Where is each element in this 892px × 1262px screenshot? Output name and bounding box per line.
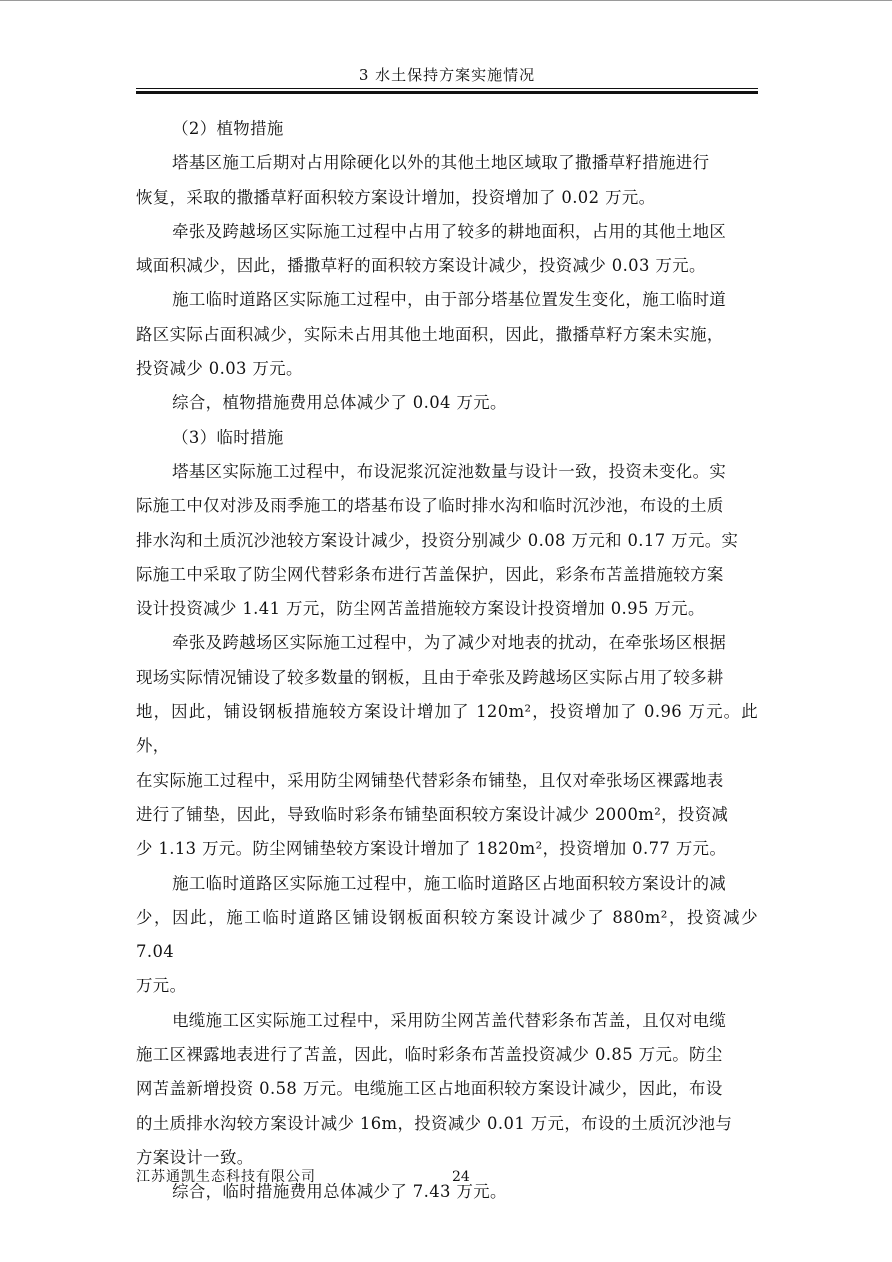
- paragraph-temp-road-temporary: 施工临时道路区实际施工过程中，施工临时道路区占地面积较方案设计的减 少，因此，施工临时道路区铺设钢板面积较方案设计减少了 880m²，投资减少 7.04 万元。: [136, 873, 758, 996]
- footer-company-name: 江苏通凯生态科技有限公司: [136, 1169, 316, 1185]
- section-heading-temporary-measures: （3）临时措施: [172, 427, 284, 447]
- paragraph-plant-summary: 综合，植物措施费用总体减少了 0.04 万元。: [172, 393, 507, 413]
- paragraph-tension-area-plant: 牵张及跨越场区实际施工过程中占用了较多的耕地面积，占用的其他土地区 域面积减少，因此，播撒草籽的面积较方案设计减少，投资减少 0.03 万元。: [136, 221, 727, 276]
- body-text: [136, 112, 758, 1210]
- header-rule-thin: [136, 88, 758, 89]
- paragraph-tower-area-temporary: 塔基区实际施工过程中，布设泥浆沉淀池数量与设计一致，投资未变化。实 际施工中仅对涉及雨季施工的塔基布设了临时排水沟和临时沉沙池，布设的土质 排水沟和土质沉沙池较方案设计减少，投资分别减少 0.08 万元和 0.17 万元。实 际施工中采取了防尘网代替彩条布进行苫盖保护，因此，彩条布苫盖措施较方案 设计投资减少 1.41 万元，防尘网苫盖措施较方案设计投资增加 0.95 万元。: [136, 461, 739, 619]
- paragraph-tension-area-temporary: 牵张及跨越场区实际施工过程中，为了减少对地表的扰动，在牵张场区根据 现场实际情况铺设了较多数量的钢板，且由于牵张及跨越场区实际占用了较多耕 地，因此，铺设钢板措施较方案设计增加了 120m²，投资增加了 0.96 万元。此外， 在实际施工过程中，采用防尘网铺垫代替彩条布铺垫，且仅对牵张场区裸露地表 进行了铺垫，因此，导致临时彩条布铺垫面积较方案设计减少 2000m²，投资减 少 1.13 万元。防尘网铺垫较方案设计增加了 1820m²，投资增加 0.77 万元。: [136, 633, 758, 859]
- header-rule-thick: [136, 91, 758, 94]
- paragraph-tower-area-plant: 塔基区施工后期对占用除硬化以外的其他土地区域取了撒播草籽措施进行 恢复，采取的撒播草籽面积较方案设计增加，投资增加了 0.02 万元。: [136, 153, 710, 207]
- running-header: 3 水土保持方案实施情况: [358, 66, 536, 84]
- paragraph-temporary-summary: 综合，临时措施费用总体减少了 7.43 万元。: [172, 1182, 507, 1202]
- paragraph-temp-road-plant: 施工临时道路区实际施工过程中，由于部分塔基位置发生变化，施工临时道 路区实际占面积减少，实际未占用其他土地面积，因此，撒播草籽方案未实施， 投资减少 0.03 万元。: [136, 290, 727, 379]
- page-top-border: [0, 0, 892, 1]
- paragraph-cable-area-temporary: 电缆施工区实际施工过程中，采用防尘网苫盖代替彩条布苫盖，且仅对电缆 施工区裸露地表进行了苫盖，因此，临时彩条布苫盖投资减少 0.85 万元。防尘 网苫盖新增投资 0.58 万元。电缆施工区占地面积较方案设计减少，因此，布设 的土质排水沟较方案设计减少 16m，投资减少 0.01 万元，布设的土质沉沙池与 方案设计一致。: [136, 1010, 733, 1167]
- footer-page-number: 24: [452, 1169, 470, 1185]
- section-heading-plant-measures: （2）植物措施: [172, 119, 284, 138]
